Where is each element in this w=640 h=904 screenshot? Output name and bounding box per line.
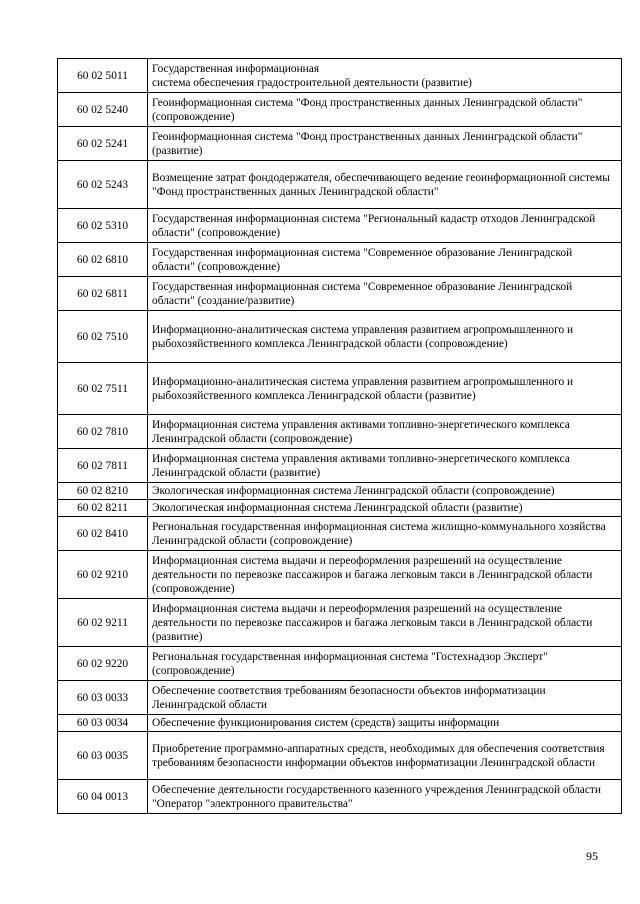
row-code: 60 04 0013 [58,780,148,814]
row-description: Информационно-аналитическая система управления развитием агропромышленного и рыбохозяйственного комплекса Ленинградской области (сопровождение) [148,311,622,363]
row-code: 60 03 0035 [58,732,148,780]
page-number: 95 [586,849,598,863]
row-code: 60 02 5243 [58,161,148,209]
row-description: Геоинформационная система "Фонд пространственных данных Ленинградской области" (развитие) [148,127,622,161]
row-description: Информационная система управления активами топливно-энергетического комплекса Ленинградской области (развитие) [148,449,622,483]
row-description: Информационно-аналитическая система управления развитием агропромышленного и рыбохозяйственного комплекса Ленинградской области (развитие) [148,363,622,415]
row-description: Региональная государственная информационная система "Гостехнадзор Эксперт" (сопровождение) [148,647,622,681]
row-code: 60 02 6811 [58,277,148,311]
row-description: Информационная система управления активами топливно-энергетического комплекса Ленинградской области (сопровождение) [148,415,622,449]
table-row [58,93,622,127]
row-code: 60 02 9211 [58,599,148,647]
table-row [58,243,622,277]
table-row [58,483,622,500]
row-description: Государственная информационная система обеспечения градостроительной деятельности (развитие) [148,59,622,93]
row-code: 60 02 8410 [58,517,148,551]
row-description: Приобретение программно-аппаратных средств, необходимых для обеспечения соответствия требованиям безопасности информации объектов информатизации Ленинградской области [148,732,622,780]
table-row [58,647,622,681]
row-code: 60 02 8211 [58,500,148,517]
table-row [58,277,622,311]
row-code: 60 03 0033 [58,681,148,715]
table-row [58,500,622,517]
row-code: 60 02 5241 [58,127,148,161]
row-code: 60 02 7511 [58,363,148,415]
table-row [58,551,622,599]
table-row [58,415,622,449]
row-code: 60 02 7810 [58,415,148,449]
row-code: 60 02 7510 [58,311,148,363]
row-code: 60 02 5240 [58,93,148,127]
table-row [58,363,622,415]
table-row [58,311,622,363]
table-row [58,449,622,483]
row-code: 60 02 8210 [58,483,148,500]
table-row [58,681,622,715]
table-row [58,127,622,161]
row-description: Государственная информационная система "Региональный кадастр отходов Ленинградской области" (сопровождение) [148,209,622,243]
table-row [58,780,622,814]
row-description: Государственная информационная система "Современное образование Ленинградской области" (сопровождение) [148,243,622,277]
row-code: 60 03 0034 [58,715,148,732]
row-description: Региональная государственная информационная система жилищно-коммунального хозяйства Ленинградской области (сопровождение) [148,517,622,551]
table-row [58,161,622,209]
row-code: 60 02 5310 [58,209,148,243]
table-row [58,517,622,551]
row-description: Экологическая информационная система Ленинградской области (сопровождение) [148,483,622,500]
row-description: Обеспечение соответствия требованиям безопасности объектов информатизации Ленинградской области [148,681,622,715]
table-row [58,732,622,780]
row-code: 60 02 5011 [58,59,148,93]
row-description: Обеспечение деятельности государственного казенного учреждения Ленинградской области "Оператор "электронного правительства" [148,780,622,814]
row-description: Экологическая информационная система Ленинградской области (развитие) [148,500,622,517]
row-description: Государственная информационная система "Современное образование Ленинградской области" (создание/развитие) [148,277,622,311]
row-code: 60 02 9220 [58,647,148,681]
row-code: 60 02 7811 [58,449,148,483]
row-description: Информационная система выдачи и переоформления разрешений на осуществление деятельности по перевозке пассажиров и багажа легковым такси в Ленинградской области (сопровождение) [148,551,622,599]
row-description: Возмещение затрат фондодержателя, обеспечивающего ведение геоинформационной системы "Фонд пространственных данных Ленинградской области" [148,161,622,209]
table-row [58,715,622,732]
row-code: 60 02 9210 [58,551,148,599]
row-description: Обеспечение функционирования систем (средств) защиты информации [148,715,622,732]
table-row [58,59,622,93]
table-row [58,209,622,243]
row-description: Геоинформационная система "Фонд пространственных данных Ленинградской области" (сопровождение) [148,93,622,127]
table-row [58,599,622,647]
row-description: Информационная система выдачи и переоформления разрешений на осуществление деятельности по перевозке пассажиров и багажа легковым такси в Ленинградской области (развитие) [148,599,622,647]
row-code: 60 02 6810 [58,243,148,277]
budget-code-table [57,58,622,814]
